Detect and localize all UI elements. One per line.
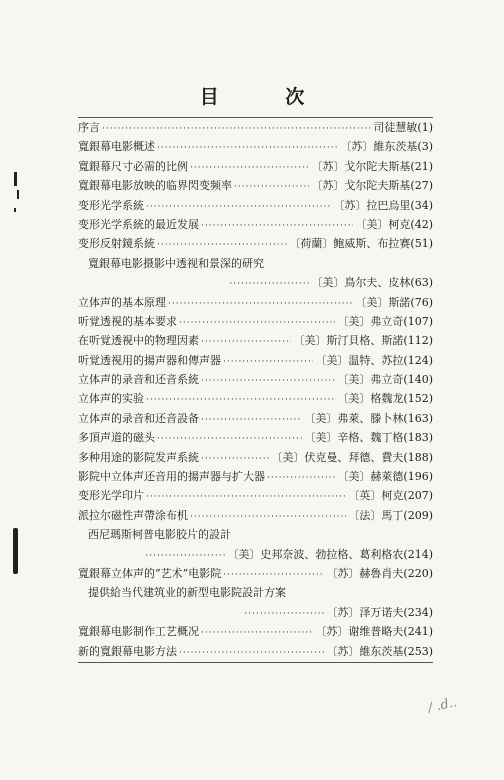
toc-entry-title: 听覚透視用的揚声器和傳声器 xyxy=(78,353,221,367)
dot-leader xyxy=(223,353,313,370)
dot-leader xyxy=(102,120,371,137)
dot-leader xyxy=(229,275,309,292)
toc-entry-title: 寬銀幕立体声的“艺术”电影院 xyxy=(78,566,222,580)
toc-entry-author-page: 〔美〕格魏龙(152) xyxy=(337,392,433,406)
dot-leader xyxy=(146,488,346,505)
toc-entry-author-page: 〔苏〕戈尔陀夫斯基(27) xyxy=(311,179,433,193)
table-of-contents xyxy=(78,118,433,661)
toc-entry-title: 寬銀幕电影制作工艺概况 xyxy=(78,625,199,639)
toc-entry-title: 新的寬銀幕电影方法 xyxy=(78,644,177,658)
dot-leader xyxy=(223,566,324,583)
toc-entry xyxy=(78,215,433,234)
dot-leader xyxy=(146,391,335,408)
toc-entry-title: 多种用途的影院发声系統 xyxy=(78,450,199,464)
toc-entry xyxy=(78,273,433,292)
dot-leader xyxy=(201,333,291,350)
toc-entry-title: 变形光学印片 xyxy=(78,489,144,503)
dot-leader xyxy=(157,236,287,253)
toc-entry xyxy=(78,312,433,331)
scan-mark xyxy=(13,528,18,574)
toc-entry-author-page: 〔苏〕維东茨基(253) xyxy=(326,644,433,658)
toc-entry-title: 影院中立体声还音用的揚声器与扩大器 xyxy=(78,470,265,484)
toc-entry xyxy=(78,196,433,215)
dot-leader xyxy=(168,295,353,312)
dot-leader xyxy=(146,198,331,215)
toc-entry-title: 立体声的实验 xyxy=(78,392,144,406)
toc-entry-title: 立体声的录音和还音系統 xyxy=(78,373,199,387)
toc-entry-author-page: 〔美〕鳥尔夫、皮林(63) xyxy=(311,276,433,290)
toc-entry xyxy=(78,564,433,583)
toc-entry xyxy=(78,370,433,389)
dot-leader xyxy=(179,314,335,331)
scan-mark xyxy=(14,172,17,186)
toc-entry-title: 立体声的基本原理 xyxy=(78,295,166,309)
toc-entry-author-page: 〔荷蘭〕鲍威斯、布拉赛(51) xyxy=(289,237,433,251)
toc-entry-author-page: 〔英〕柯克(207) xyxy=(348,489,433,503)
toc-entry-title: 变形反射鏡系統 xyxy=(78,237,155,251)
toc-entry-author-page: 〔美〕斯諾(76) xyxy=(355,295,433,309)
toc-entry xyxy=(78,254,433,273)
toc-entry-author-page: 〔美〕赫萊德(196) xyxy=(337,470,433,484)
scan-mark xyxy=(17,190,19,199)
toc-entry-author-page: 〔美〕斯汀貝格、斯諾(112) xyxy=(293,334,433,348)
toc-entry-author-page: 〔美〕温特、苏拉(124) xyxy=(315,353,433,367)
toc-entry-title: 听覚透視的基本要求 xyxy=(78,314,177,328)
toc-entry xyxy=(78,118,433,137)
page-title: 目 次 xyxy=(199,86,335,108)
toc-entry-author-page: 〔美〕弗立奇(107) xyxy=(337,314,433,328)
toc-entry xyxy=(78,331,433,350)
toc-entry xyxy=(78,622,433,641)
toc-entry xyxy=(78,409,433,428)
toc-entry xyxy=(78,467,433,486)
toc-entry-title: 立体声的录音和还音設备 xyxy=(78,411,199,425)
handwritten-mark: / .d.. xyxy=(426,695,459,716)
dot-leader xyxy=(244,605,324,622)
dot-leader xyxy=(201,411,302,428)
dot-leader xyxy=(267,469,335,486)
toc-entry-author-page: 〔美〕辛格、魏丁格(183) xyxy=(304,431,433,445)
toc-entry-author-page: 〔美〕伏克曼、拜德、費夫(188) xyxy=(271,450,433,464)
toc-entry-author-page: 〔法〕馬丁(209) xyxy=(348,508,433,522)
toc-entry xyxy=(78,545,433,564)
dot-leader xyxy=(157,139,338,156)
toc-entry-title: 变形光学系統 xyxy=(78,198,144,212)
scan-mark xyxy=(14,208,16,212)
dot-leader xyxy=(190,508,346,525)
toc-entry-author-page: 〔苏〕谢维普略夫(241) xyxy=(315,625,433,639)
toc-entry xyxy=(78,525,433,544)
toc-entry-author-page: 〔苏〕維东茨基(3) xyxy=(340,140,433,154)
dot-leader xyxy=(157,430,302,447)
toc-entry-title: 西尼瑪斯柯普电影胶片的設計 xyxy=(88,528,231,542)
toc-entry-author-page: 〔苏〕赫魯肖夫(220) xyxy=(326,566,433,580)
toc-entry xyxy=(78,293,433,312)
toc-entry xyxy=(78,176,433,195)
dot-leader xyxy=(179,644,324,661)
toc-entry-author-page: 〔苏〕泽万诺夫(234) xyxy=(326,605,433,619)
toc-entry-title: 序言 xyxy=(78,121,100,134)
toc-entry-author-page: 司徒慧敏(1) xyxy=(373,121,433,134)
dot-leader xyxy=(201,372,335,389)
bottom-rule xyxy=(78,662,433,663)
dot-leader xyxy=(234,178,309,195)
toc-entry xyxy=(78,428,433,447)
toc-entry xyxy=(78,642,433,661)
toc-entry-title: 寬銀幕尺寸必需的比例 xyxy=(78,159,188,173)
toc-entry-title: 寬銀幕电影放映的临界閃变频率 xyxy=(78,179,232,193)
toc-entry-title: 提供給当代建筑业的新型电影院設計方案 xyxy=(88,586,286,600)
dot-leader xyxy=(190,159,309,176)
toc-entry xyxy=(78,506,433,525)
toc-entry-title: 寬銀幕电影概述 xyxy=(78,140,155,154)
toc-entry-author-page: 〔苏〕戈尔陀夫斯基(21) xyxy=(311,159,433,173)
toc-entry-author-page: 〔美〕弗立奇(140) xyxy=(337,373,433,387)
toc-entry-title: 派拉尔磁性声帶涂布机 xyxy=(78,508,188,522)
toc-entry xyxy=(78,351,433,370)
toc-entry xyxy=(78,583,433,602)
toc-entry-title: 在听覚透視中的物理因素 xyxy=(78,334,199,348)
toc-entry xyxy=(78,448,433,467)
dot-leader xyxy=(145,547,225,564)
toc-entry-author-page: 〔美〕弗萊、滕卜林(163) xyxy=(304,411,433,425)
toc-entry-author-page: 〔美〕柯克(42) xyxy=(355,217,433,231)
dot-leader xyxy=(201,217,353,234)
toc-entry-title: 寬銀幕电影摄影中透视和景深的研究 xyxy=(88,256,264,270)
toc-entry xyxy=(78,137,433,156)
toc-entry xyxy=(78,389,433,408)
toc-entry-author-page: 〔美〕史邦奈波、勃拉格、葛利格农(214) xyxy=(227,547,433,561)
toc-entry-author-page: 〔苏〕拉巴烏里(34) xyxy=(333,198,433,212)
toc-entry xyxy=(78,486,433,505)
toc-entry xyxy=(78,157,433,176)
toc-entry xyxy=(78,603,433,622)
dot-leader xyxy=(201,450,269,467)
toc-entry-title: 变形光学系統的最近发展 xyxy=(78,217,199,231)
toc-entry-title: 多頂声道的磁头 xyxy=(78,431,155,445)
toc-entry xyxy=(78,234,433,253)
dot-leader xyxy=(201,624,313,641)
